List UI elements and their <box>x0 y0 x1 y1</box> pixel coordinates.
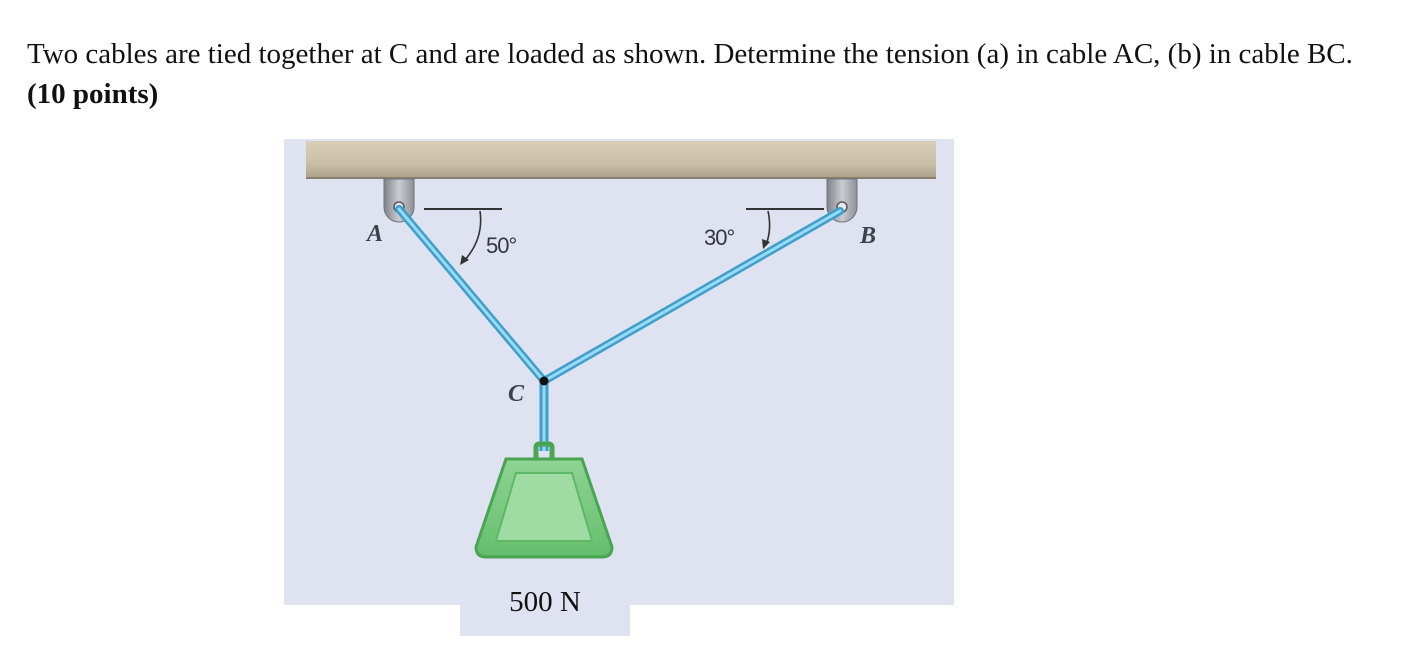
points-value: (10 points) <box>27 78 159 110</box>
point-label-b: B <box>860 223 877 249</box>
load-label-box <box>460 569 630 636</box>
point-label-c: C <box>508 381 525 407</box>
problem-statement <box>27 34 1387 114</box>
cable-diagram <box>284 139 954 639</box>
angle-label-bc: 30° <box>704 225 735 250</box>
load-label: 500 N <box>509 586 581 618</box>
point-label-a: A <box>367 221 384 247</box>
ceiling-beam <box>306 141 936 179</box>
diagram-drawing <box>284 139 954 639</box>
question-text: Two cables are tied together at C and are loaded as shown. Determine the tension (a) in cable AC, (b) in cable BC. <box>27 38 1353 70</box>
angle-label-ac: 50° <box>486 233 517 258</box>
knot-c <box>540 377 549 386</box>
